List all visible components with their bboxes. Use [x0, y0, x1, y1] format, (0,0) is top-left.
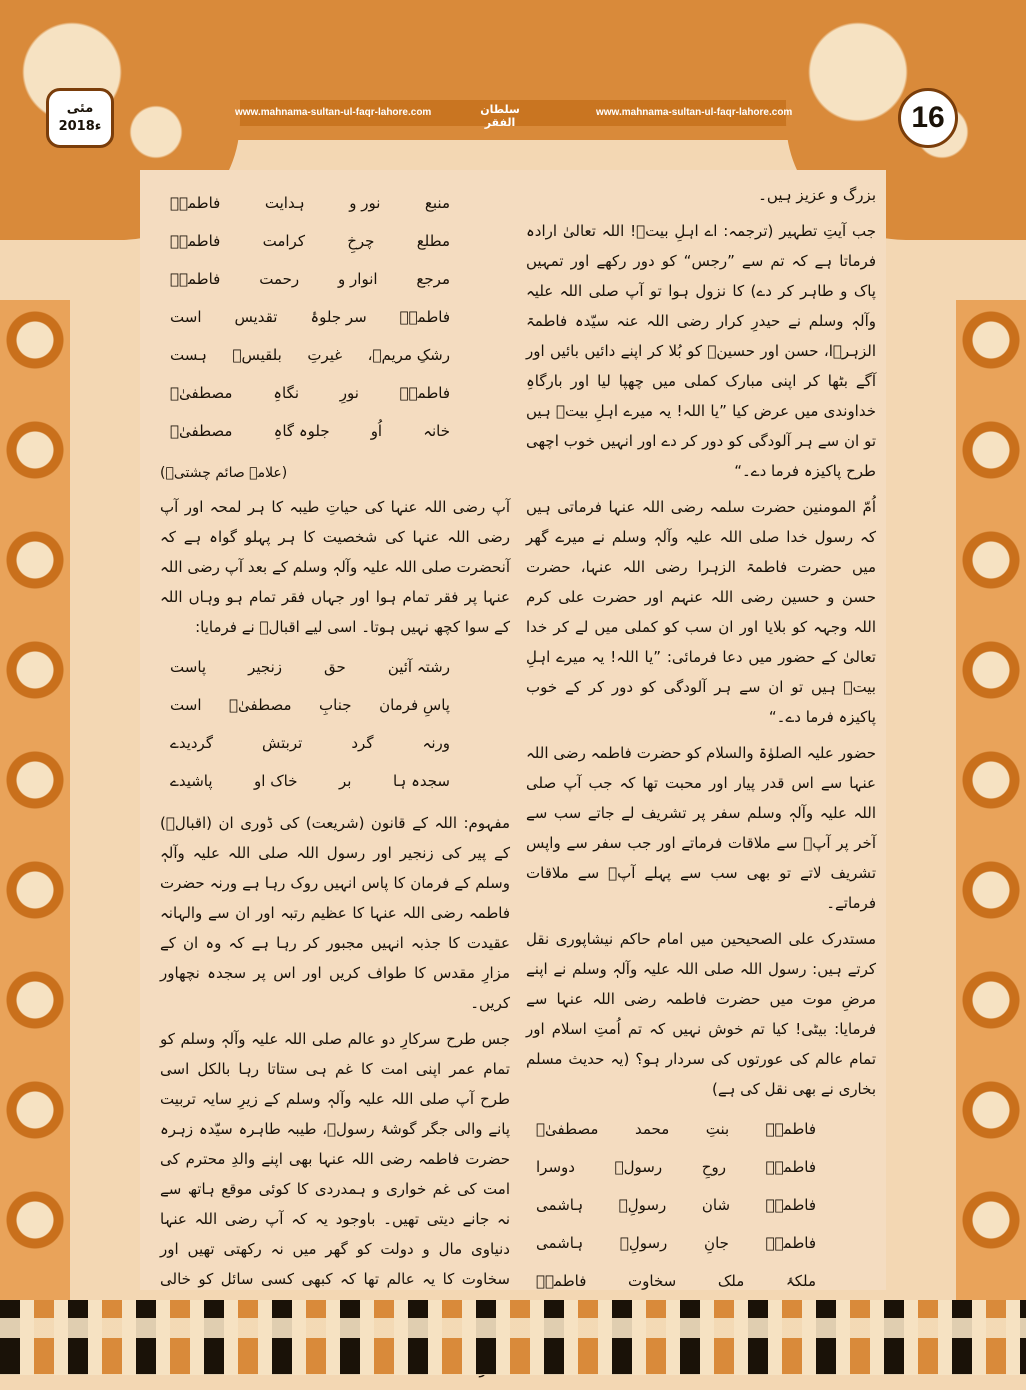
- verse-word: جانِ: [704, 1234, 729, 1252]
- verse-word: جلوہ گاہِ: [273, 422, 330, 440]
- footer-pattern-overlay: [0, 1300, 1026, 1375]
- issue-month: مئی: [66, 101, 94, 116]
- verse-word: پاست: [170, 658, 207, 676]
- verse-word: مصطفیٰؐ: [170, 384, 233, 402]
- verse-line: [160, 222, 510, 260]
- verse-block: [160, 184, 510, 450]
- article-body: [140, 170, 886, 1290]
- verse-line: [160, 762, 510, 800]
- verse-line: [160, 298, 510, 336]
- verse-word: فاطمہؓ: [765, 1120, 816, 1138]
- verse-word: ملکۂ: [785, 1272, 816, 1290]
- verse-word: غیرتِ: [307, 346, 343, 364]
- paragraph: اُمّ المومنین حضرت سلمہ رضی اللہ عنہا فرماتی ہیں کہ رسول خدا صلی اللہ علیہ وآلہٖ وسلم نے میرے گھر میں حضرت فاطمۃ الزہرا رضی اللہ عنہا، حضرت حسن و حسین رضی اللہ عنہم اور حضرت علی کرم اللہ وجہہ کو بلایا اور ان سب کو کملی میں لے کر خدا تعالیٰ کے حضور میں دعا فرمائی: ”یا اللہ! یہ میرے اہلِ بیتؓ ہیں تو ان سے ہر آلودگی کو دور کر کے خوب پاکیزہ فرما دے۔“: [526, 498, 876, 726]
- verse-word: بلقیسؑ: [232, 346, 282, 364]
- magazine-logo: سلطان الفقر: [480, 103, 520, 129]
- verse-word: خانہ: [423, 422, 450, 440]
- verse-word: ہست: [170, 346, 207, 364]
- verse-word: ملک: [717, 1272, 745, 1290]
- verse-line: [160, 260, 510, 298]
- verse-word: رحمت: [259, 270, 300, 288]
- verse-word: سخاوت: [628, 1272, 677, 1290]
- verse-word: کرامت: [262, 232, 305, 250]
- verse-word: بر: [339, 772, 352, 790]
- verse-line: [160, 686, 510, 724]
- verse-word: فاطمہؓ: [399, 384, 450, 402]
- paragraph: جس طرح سرکارِ دو عالم صلی اللہ علیہ وآلہٖ وسلم کو تمام عمر اپنی امت کا غم ہی ستاتا رہا بالکل اسی طرح آپ صلی اللہ علیہ وآلہٖ وسلم کے زیرِ سایہ تربیت پانے والی جگر گوشۂ رسولؐ، طیبہ طاہرہ سیّدہ زہرہ حضرت فاطمہ رضی اللہ عنہا بھی اپنے والدِ محترم کی امت کی غم خواری و ہمدردی کا کوئی موقع ہاتھ سے نہ جانے دیتی تھیں۔ باوجود یہ کہ آپ رضی اللہ عنہا دنیاوی مال و دولت کو گھر میں نہ رکھتی تھیں اور سخاوت کا یہ عالم تھا کہ کبھی کسی سائل کو خالی: [160, 1030, 510, 1288]
- paragraph: آپ رضی اللہ عنہا کی حیاتِ طیبہ کا ہر لمحہ اور آپ رضی اللہ عنہا کی شخصیت کا ہر پہلو گواہ ہے کہ آنحضرت صلی اللہ علیہ وآلہٖ وسلم کے بعد آپ رضی اللہ عنہا پر فقر تمام ہوا اور جہاں فقر تمام ہو وہاں اللہ کے سوا کچھ نہیں ہوتا۔ اسی لیے اقبالؒ نے فرمایا:: [160, 498, 510, 636]
- verse-word: است: [170, 308, 202, 326]
- verse-word: مصطفیٰؐ: [536, 1120, 599, 1138]
- verse-word: مطلع: [416, 232, 450, 250]
- paragraph: مستدرک علی الصحیحین میں امام حاکم نیشاپوری نقل کرتے ہیں: رسول اللہ صلی اللہ علیہ وآلہٖ وسلم نے اپنے مرضِ موت میں حضرت فاطمہ رضی اللہ عنہا سے فرمایا: بیٹی! کیا تم خوش نہیں کہ تم اُمتِ اسلام اور تمام عالم کی عورتوں کی سردار ہو؟ (یہ حدیث مسلم بخاری نے بھی نقل کی ہے): [526, 930, 876, 1098]
- verse-word: منبع: [424, 194, 450, 212]
- verse-word: روحِ: [701, 1158, 726, 1176]
- verse-word: حق: [324, 658, 346, 676]
- verse-word: سجدہ ہا: [392, 772, 450, 790]
- verse-word: رسولؐ: [614, 1158, 663, 1176]
- verse-word: ورنہ: [422, 734, 450, 752]
- verse-word: گردیدے: [170, 734, 213, 752]
- verse-word: رسولِؐ: [619, 1234, 668, 1252]
- verse-word: خاک او: [254, 772, 298, 790]
- verse-block: [160, 648, 510, 800]
- verse-word: پاشیدے: [170, 772, 213, 790]
- verse-word: چرخِ: [347, 232, 375, 250]
- poet-attribution: (علامہ صائم چشتیؒ): [160, 465, 288, 481]
- verse-word: رشتہ آئین: [387, 658, 450, 676]
- paragraph: مفہوم: اللہ کے قانون (شریعت) کی ڈوری ان (اقبالؒ) کے پیر کی زنجیر اور رسول اللہ صلی اللہ علیہ وآلہٖ وسلم کے فرمان کا پاس انہیں روک رہا ہے ورنہ حضرت فاطمہ رضی اللہ عنہا کا عظیم رتبہ اور ان سے والہانہ عقیدت کا جذبہ انہیں مجبور کر رہا ہے کہ وہ ان کے مزارِ مقدس کا طواف کریں اور اس پر سجدہ نچھاور کریں۔: [160, 814, 510, 1012]
- verse-word: نورِ: [339, 384, 359, 402]
- verse-block: [526, 1110, 876, 1300]
- verse-word: است: [170, 696, 202, 714]
- paragraph: حضور علیہ الصلوٰۃ والسلام کو حضرت فاطمہ رضی اللہ عنہا سے اس قدر پیار اور محبت تھا کہ جب آپ صلی اللہ علیہ وآلہٖ وسلم سفر پر تشریف لے جاتے سب سے آخر پر آپؓ سے ملاقات فرماتے اور جب سفر سے واپس تشریف لاتے تو بھی سب سے پہلے آپؓ سے ملاقات فرماتے۔: [526, 744, 876, 912]
- verse-word: مصطفیٰؐ: [229, 696, 292, 714]
- verse-word: اُو: [370, 422, 383, 440]
- verse-word: ہاشمی: [536, 1196, 584, 1214]
- verse-word: رشکِ مریمؑ،: [367, 346, 450, 364]
- website-url-left[interactable]: www.mahnama-sultan-ul-faqr-lahore.com: [235, 107, 432, 118]
- verse-line: [160, 374, 510, 412]
- verse-word: تربتش: [262, 734, 303, 752]
- verse-word: فاطمہؓ: [399, 308, 450, 326]
- right-column: [526, 180, 876, 1308]
- verse-word: پاسِ فرمان: [379, 696, 450, 714]
- verse-line: [160, 412, 510, 450]
- verse-word: سر جلوۂ: [310, 308, 367, 326]
- verse-word: فاطمہؓ: [170, 232, 221, 250]
- footer-pattern: [0, 1300, 1026, 1375]
- verse-line: [160, 724, 510, 762]
- verse-word: محمد: [634, 1120, 670, 1138]
- verse-line: [526, 1110, 876, 1148]
- verse-word: فاطمہؓ: [170, 270, 221, 288]
- verse-word: بنتِ: [705, 1120, 730, 1138]
- verse-word: نگاہِ: [273, 384, 300, 402]
- issue-year: 2018ء: [58, 119, 102, 134]
- verse-line: [160, 336, 510, 374]
- page-number: 16: [898, 88, 958, 148]
- website-url-right[interactable]: www.mahnama-sultan-ul-faqr-lahore.com: [596, 107, 793, 118]
- verse-line: [526, 1186, 876, 1224]
- paragraph: جب آیتِ تطہیر (ترجمہ: اے اہلِ بیتؓ! اللہ تعالیٰ ارادہ فرماتا ہے کہ تم سے ”رجس“ کو دور رکھے اور تمہیں پاک و طاہر کر دے) کا نزول ہوا تو آپ صلی اللہ علیہ وآلہٖ وسلم نے حیدرِ کرار رضی اللہ عنہ سیّدہ فاطمۃ الزہرؓا، حسن اور حسینؓ کو بُلا کر اپنے دائیں بائیں اور آگے بٹھا کر اپنی مبارک کملی میں چھپا لیا اور بارگاہِ خداوندی میں عرض کیا ”یا اللہ! یہ میرے اہلِ بیتؓ ہیں تو ان سے ہر آلودگی کو دور کر دے اور انہیں خوب اچھی طرح پاکیزہ فرما دے۔“: [526, 222, 876, 480]
- verse-line: [160, 648, 510, 686]
- verse-word: ہاشمی: [536, 1234, 584, 1252]
- verse-line: [526, 1224, 876, 1262]
- verse-line: [526, 1262, 876, 1300]
- verse-word: انوار و: [338, 270, 378, 288]
- issue-badge: [46, 88, 114, 148]
- verse-word: گرد: [351, 734, 374, 752]
- decorative-border-right: [956, 300, 1026, 1300]
- verse-word: زنجیر: [248, 658, 282, 676]
- verse-word: فاطمہؓ: [536, 1272, 587, 1290]
- verse-word: تقدیس: [234, 308, 278, 326]
- verse-word: شان: [701, 1196, 731, 1214]
- verse-word: جنابِ: [319, 696, 352, 714]
- verse-word: دوسرا: [536, 1158, 575, 1176]
- verse-word: مرجع: [416, 270, 450, 288]
- decorative-border-left: [0, 300, 70, 1300]
- paragraph: بزرگ و عزیز ہیں۔: [758, 186, 876, 204]
- left-column: [160, 180, 510, 1390]
- verse-line: [526, 1148, 876, 1186]
- verse-line: [160, 184, 510, 222]
- verse-word: ہدایت: [264, 194, 305, 212]
- verse-word: فاطمہؓ: [765, 1158, 816, 1176]
- verse-word: نور و: [349, 194, 381, 212]
- verse-word: فاطمہؓ: [170, 194, 221, 212]
- verse-word: مصطفیٰؐ: [170, 422, 233, 440]
- verse-word: رسولِؐ: [618, 1196, 667, 1214]
- verse-word: فاطمہؓ: [765, 1196, 816, 1214]
- verse-word: فاطمہؓ: [765, 1234, 816, 1252]
